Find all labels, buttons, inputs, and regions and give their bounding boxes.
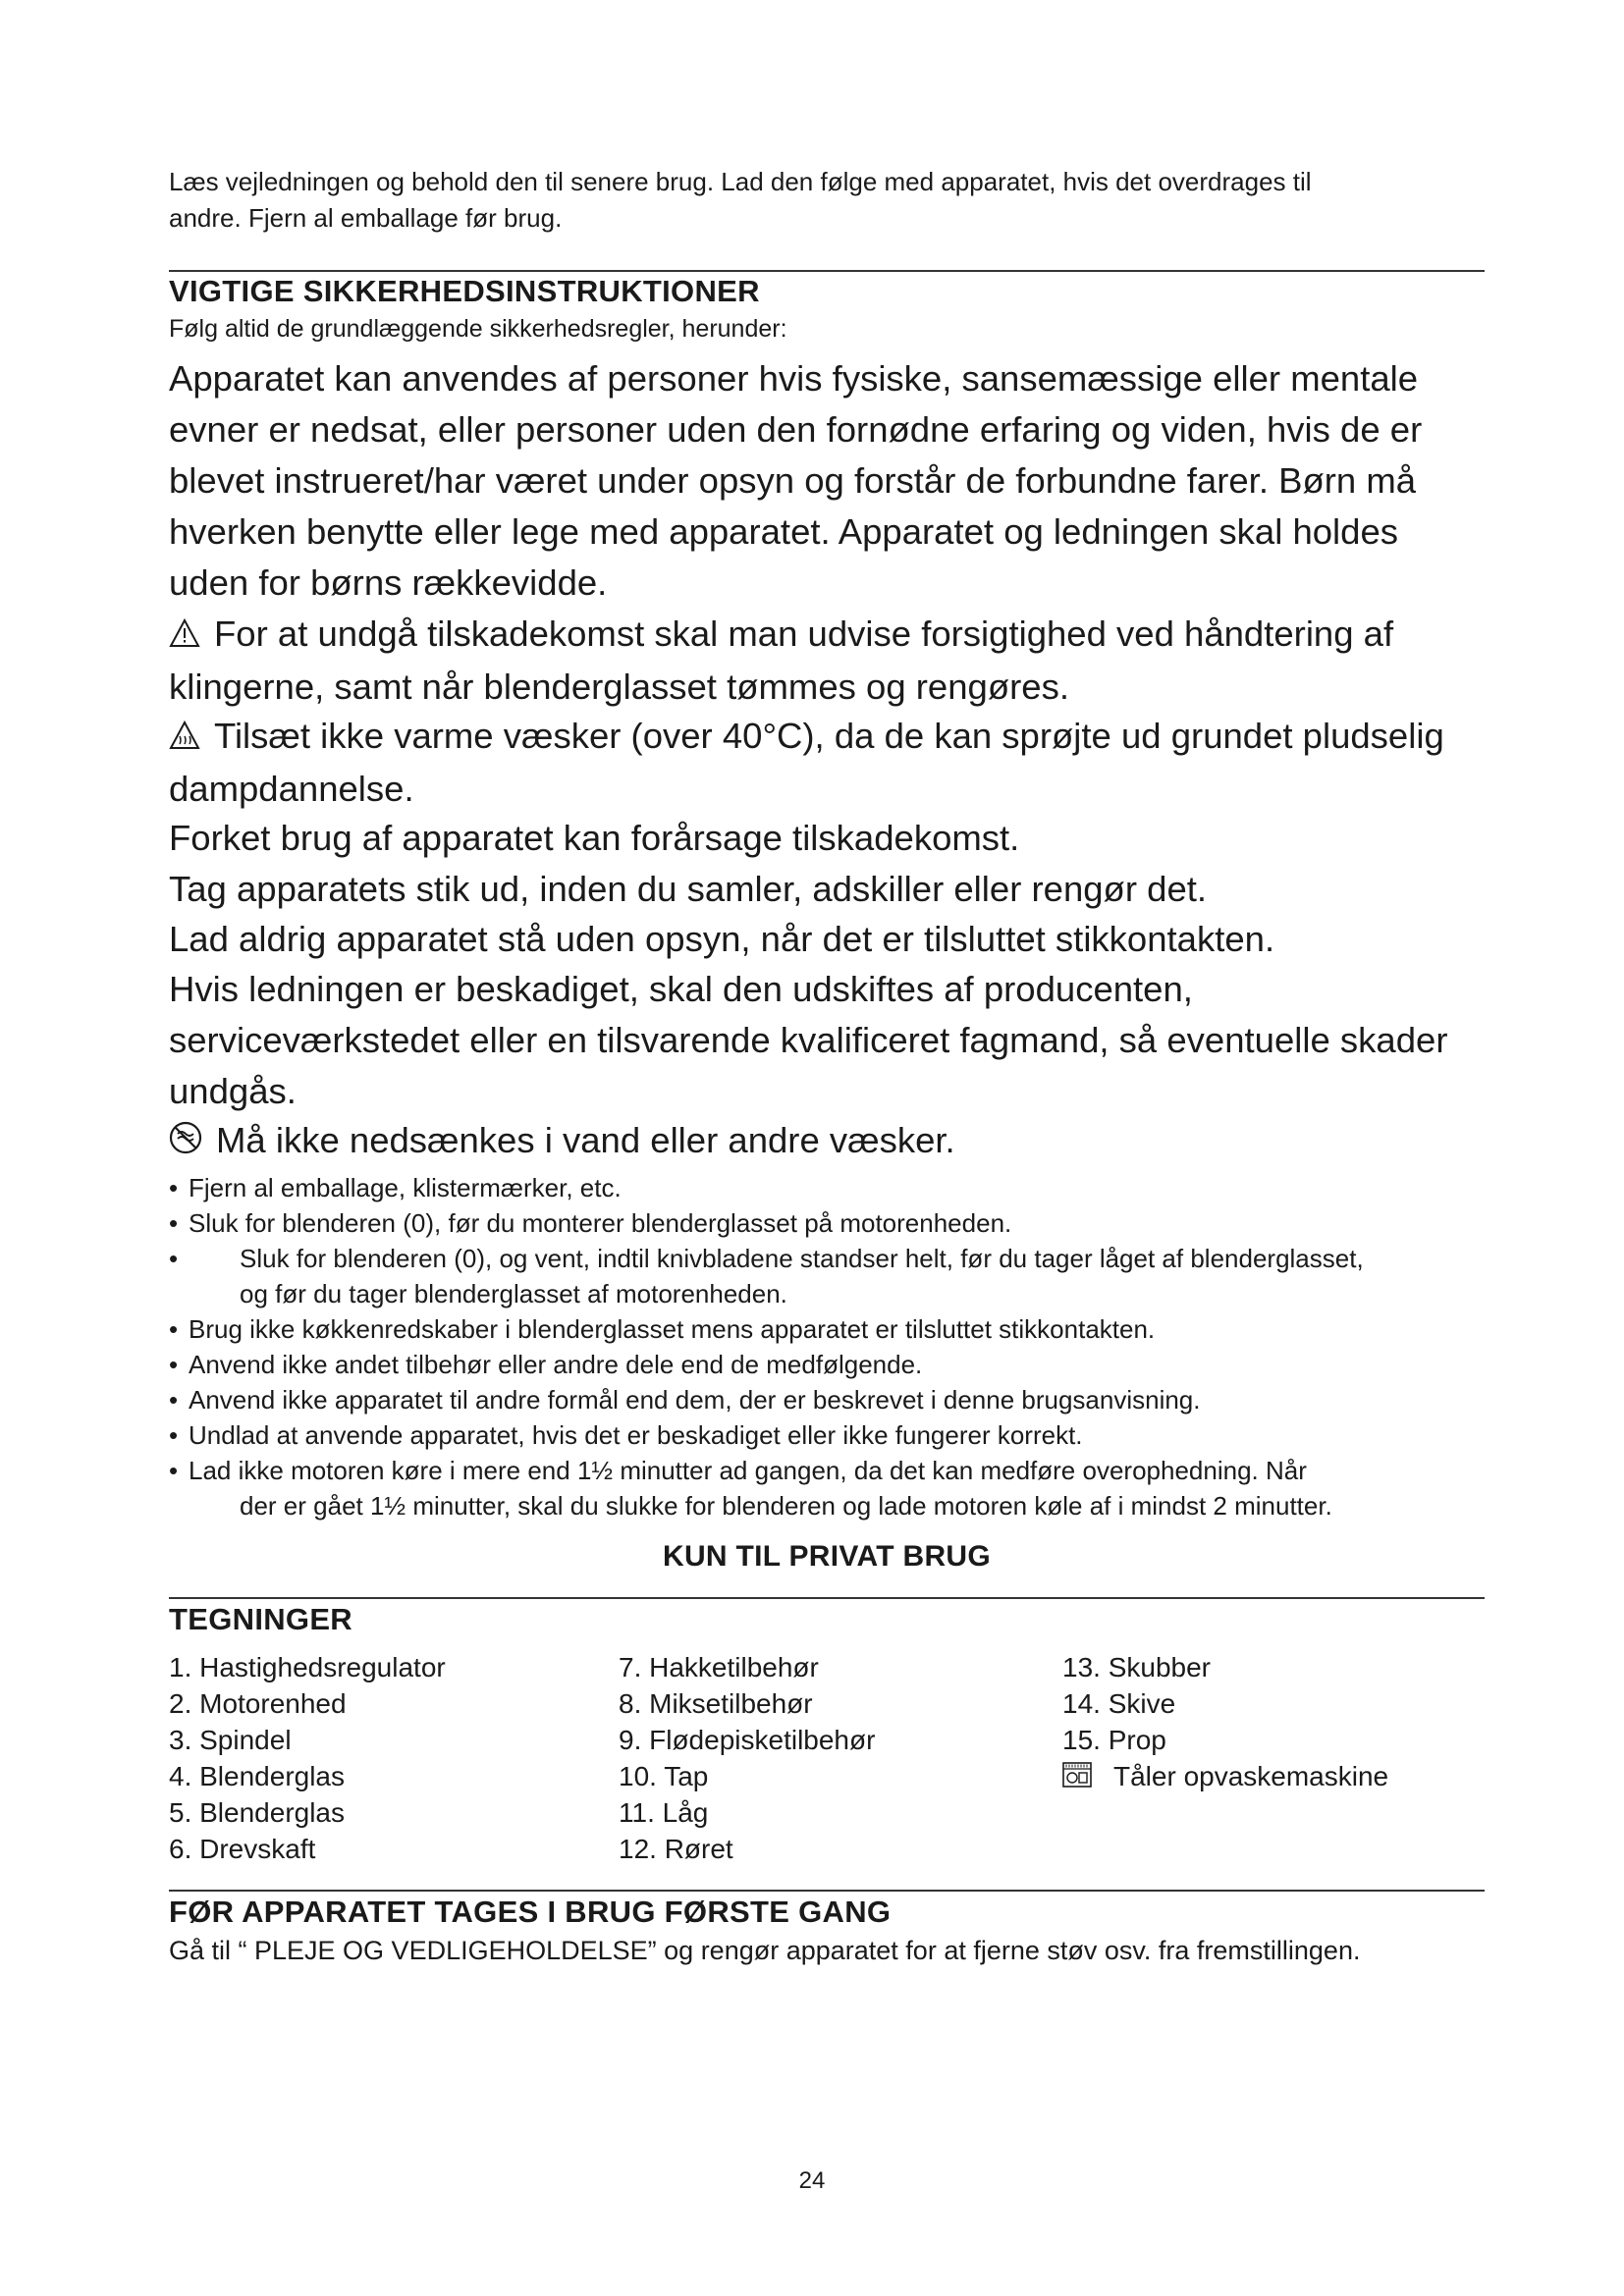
list-item: 5. Blenderglas (169, 1797, 346, 1828)
list-item: • Fjern al emballage, klistermærker, etc. (169, 1173, 622, 1202)
list-item: • Anvend ikke andet tilbehør eller andre dele end de medfølgende. (169, 1350, 923, 1379)
list-item: • Anvend ikke apparatet til andre formål end dem, der er beskrevet i denne brugsanvisning. (169, 1385, 1201, 1415)
divider (169, 1890, 1485, 1892)
list-item: 14. Skive (1062, 1688, 1176, 1719)
list-item-continuation: og før du tager blenderglasset af motorenheden. (240, 1279, 787, 1308)
no-immerse-text: Må ikke nedsænkes i vand eller andre væsker. (216, 1120, 955, 1160)
list-item: • Sluk for blenderen (0), og vent, indtil knivbladene standser helt, før du tager låget af blenderglasset, (169, 1244, 1364, 1273)
private-use-heading: KUN TIL PRIVAT BRUG (662, 1540, 992, 1573)
list-item: • Brug ikke køkkenredskaber i blenderglasset mens apparatet er tilsluttet stikkontakten. (169, 1314, 1156, 1344)
dishwasher-icon (1062, 1760, 1092, 1796)
no-immerse-icon (169, 1117, 202, 1168)
list-item: 6. Drevskaft (169, 1834, 316, 1864)
safety-subheading: Følg altid de grundlæggende sikkerhedsregler, herunder: (169, 315, 787, 343)
intro-text (169, 164, 1465, 237)
safety-line: evner er nedsat, eller personer uden den fornødne erfaring og viden, hvis de er (169, 409, 1423, 450)
warning-blades-line: klingerne, samt når blenderglasset tømmes og rengøres. (169, 667, 1069, 708)
misuse-text: Forket brug af apparatet kan forårsage tilskadekomst. (169, 818, 1020, 858)
warning-blades-line: For at undgå tilskadekomst skal man udvise forsigtighed ved håndtering af (214, 614, 1394, 654)
drawings-column-2 (619, 1649, 875, 1867)
cord-line: undgås. (169, 1071, 297, 1111)
cord-text (169, 964, 1485, 1117)
warning-triangle-icon (169, 611, 200, 662)
intro-line: andre. Fjern al emballage før brug. (169, 203, 563, 233)
list-item: • Sluk for blenderen (0), før du monterer blenderglasset på motorenheden. (169, 1208, 1012, 1238)
list-item: 1. Hastighedsregulator (169, 1652, 446, 1682)
cord-line: serviceværkstedet eller en tilsvarende kvalificeret fagmand, så eventuelle skader (169, 1020, 1448, 1060)
intro-line: Læs vejledningen og behold den til senere brug. Lad den følge med apparatet, hvis det overdrages til (169, 167, 1312, 196)
drawings-heading: TEGNINGER (169, 1602, 352, 1636)
first-use-text: Gå til “ PLEJE OG VEDLIGEHOLDELSE” og rengør apparatet for at fjerne støv osv. fra fremstillingen. (169, 1936, 1361, 1965)
no-immerse (169, 1115, 955, 1168)
list-item: 10. Tap (619, 1761, 709, 1791)
list-item: 9. Flødepisketilbehør (619, 1725, 876, 1755)
safety-line: blevet instrueret/har været under opsyn og forstår de forbundne farer. Børn må (169, 460, 1417, 501)
cord-line: Hvis ledningen er beskadiget, skal den udskiftes af producenten, (169, 969, 1193, 1009)
list-item: 8. Miksetilbehør (619, 1688, 813, 1719)
unplug-text: Tag apparatets stik ud, inden du samler, adskiller eller rengør det. (169, 869, 1208, 909)
warning-hot-line: dampdannelse. (169, 769, 414, 810)
list-item: 7. Hakketilbehør (619, 1652, 819, 1682)
unattended-text: Lad aldrig apparatet stå uden opsyn, når det er tilsluttet stikkontakten. (169, 919, 1275, 959)
safety-main-text (169, 353, 1485, 609)
divider (169, 1597, 1485, 1599)
list-item: 11. Låg (619, 1797, 709, 1828)
list-item: 4. Blenderglas (169, 1761, 346, 1791)
dishwasher-row (1062, 1758, 1388, 1796)
warning-blades (169, 609, 1485, 713)
list-item: 3. Spindel (169, 1725, 292, 1755)
list-item-continuation: der er gået 1½ minutter, skal du slukke for blenderen og lade motoren køle af i mindst 2 minutter. (240, 1491, 1332, 1521)
page-number: 24 (798, 2167, 826, 2194)
dishwasher-label: Tåler opvaskemaskine (1113, 1761, 1389, 1791)
drawings-column-1 (169, 1649, 446, 1867)
safety-line: Apparatet kan anvendes af personer hvis fysiske, sansemæssige eller mentale (169, 358, 1419, 399)
list-item: 12. Røret (619, 1834, 733, 1864)
safety-line: uden for børns rækkevidde. (169, 562, 608, 603)
safety-line: hverken benytte eller lege med apparatet. Apparatet og ledningen skal holdes (169, 511, 1398, 552)
list-item: 15. Prop (1062, 1725, 1166, 1755)
hot-surface-warning-icon (169, 713, 200, 764)
warning-hot-line: Tilsæt ikke varme væsker (over 40°C), da de kan sprøjte ud grundet pludselig (214, 716, 1444, 756)
bullet-list (169, 1170, 1485, 1523)
list-item: • Undlad at anvende apparatet, hvis det er beskadiget eller ikke fungerer korrekt. (169, 1420, 1083, 1450)
first-use-heading: FØR APPARATET TAGES I BRUG FØRSTE GANG (169, 1895, 892, 1929)
list-item: • Lad ikke motoren køre i mere end 1½ minutter ad gangen, da det kan medføre overophedning. Når (169, 1456, 1307, 1485)
drawings-column-3 (1062, 1649, 1388, 1796)
divider (169, 270, 1485, 272)
warning-hot (169, 711, 1485, 815)
list-item: 13. Skubber (1062, 1652, 1211, 1682)
safety-heading: VIGTIGE SIKKERHEDSINSTRUKTIONER (169, 274, 760, 308)
list-item: 2. Motorenhed (169, 1688, 347, 1719)
